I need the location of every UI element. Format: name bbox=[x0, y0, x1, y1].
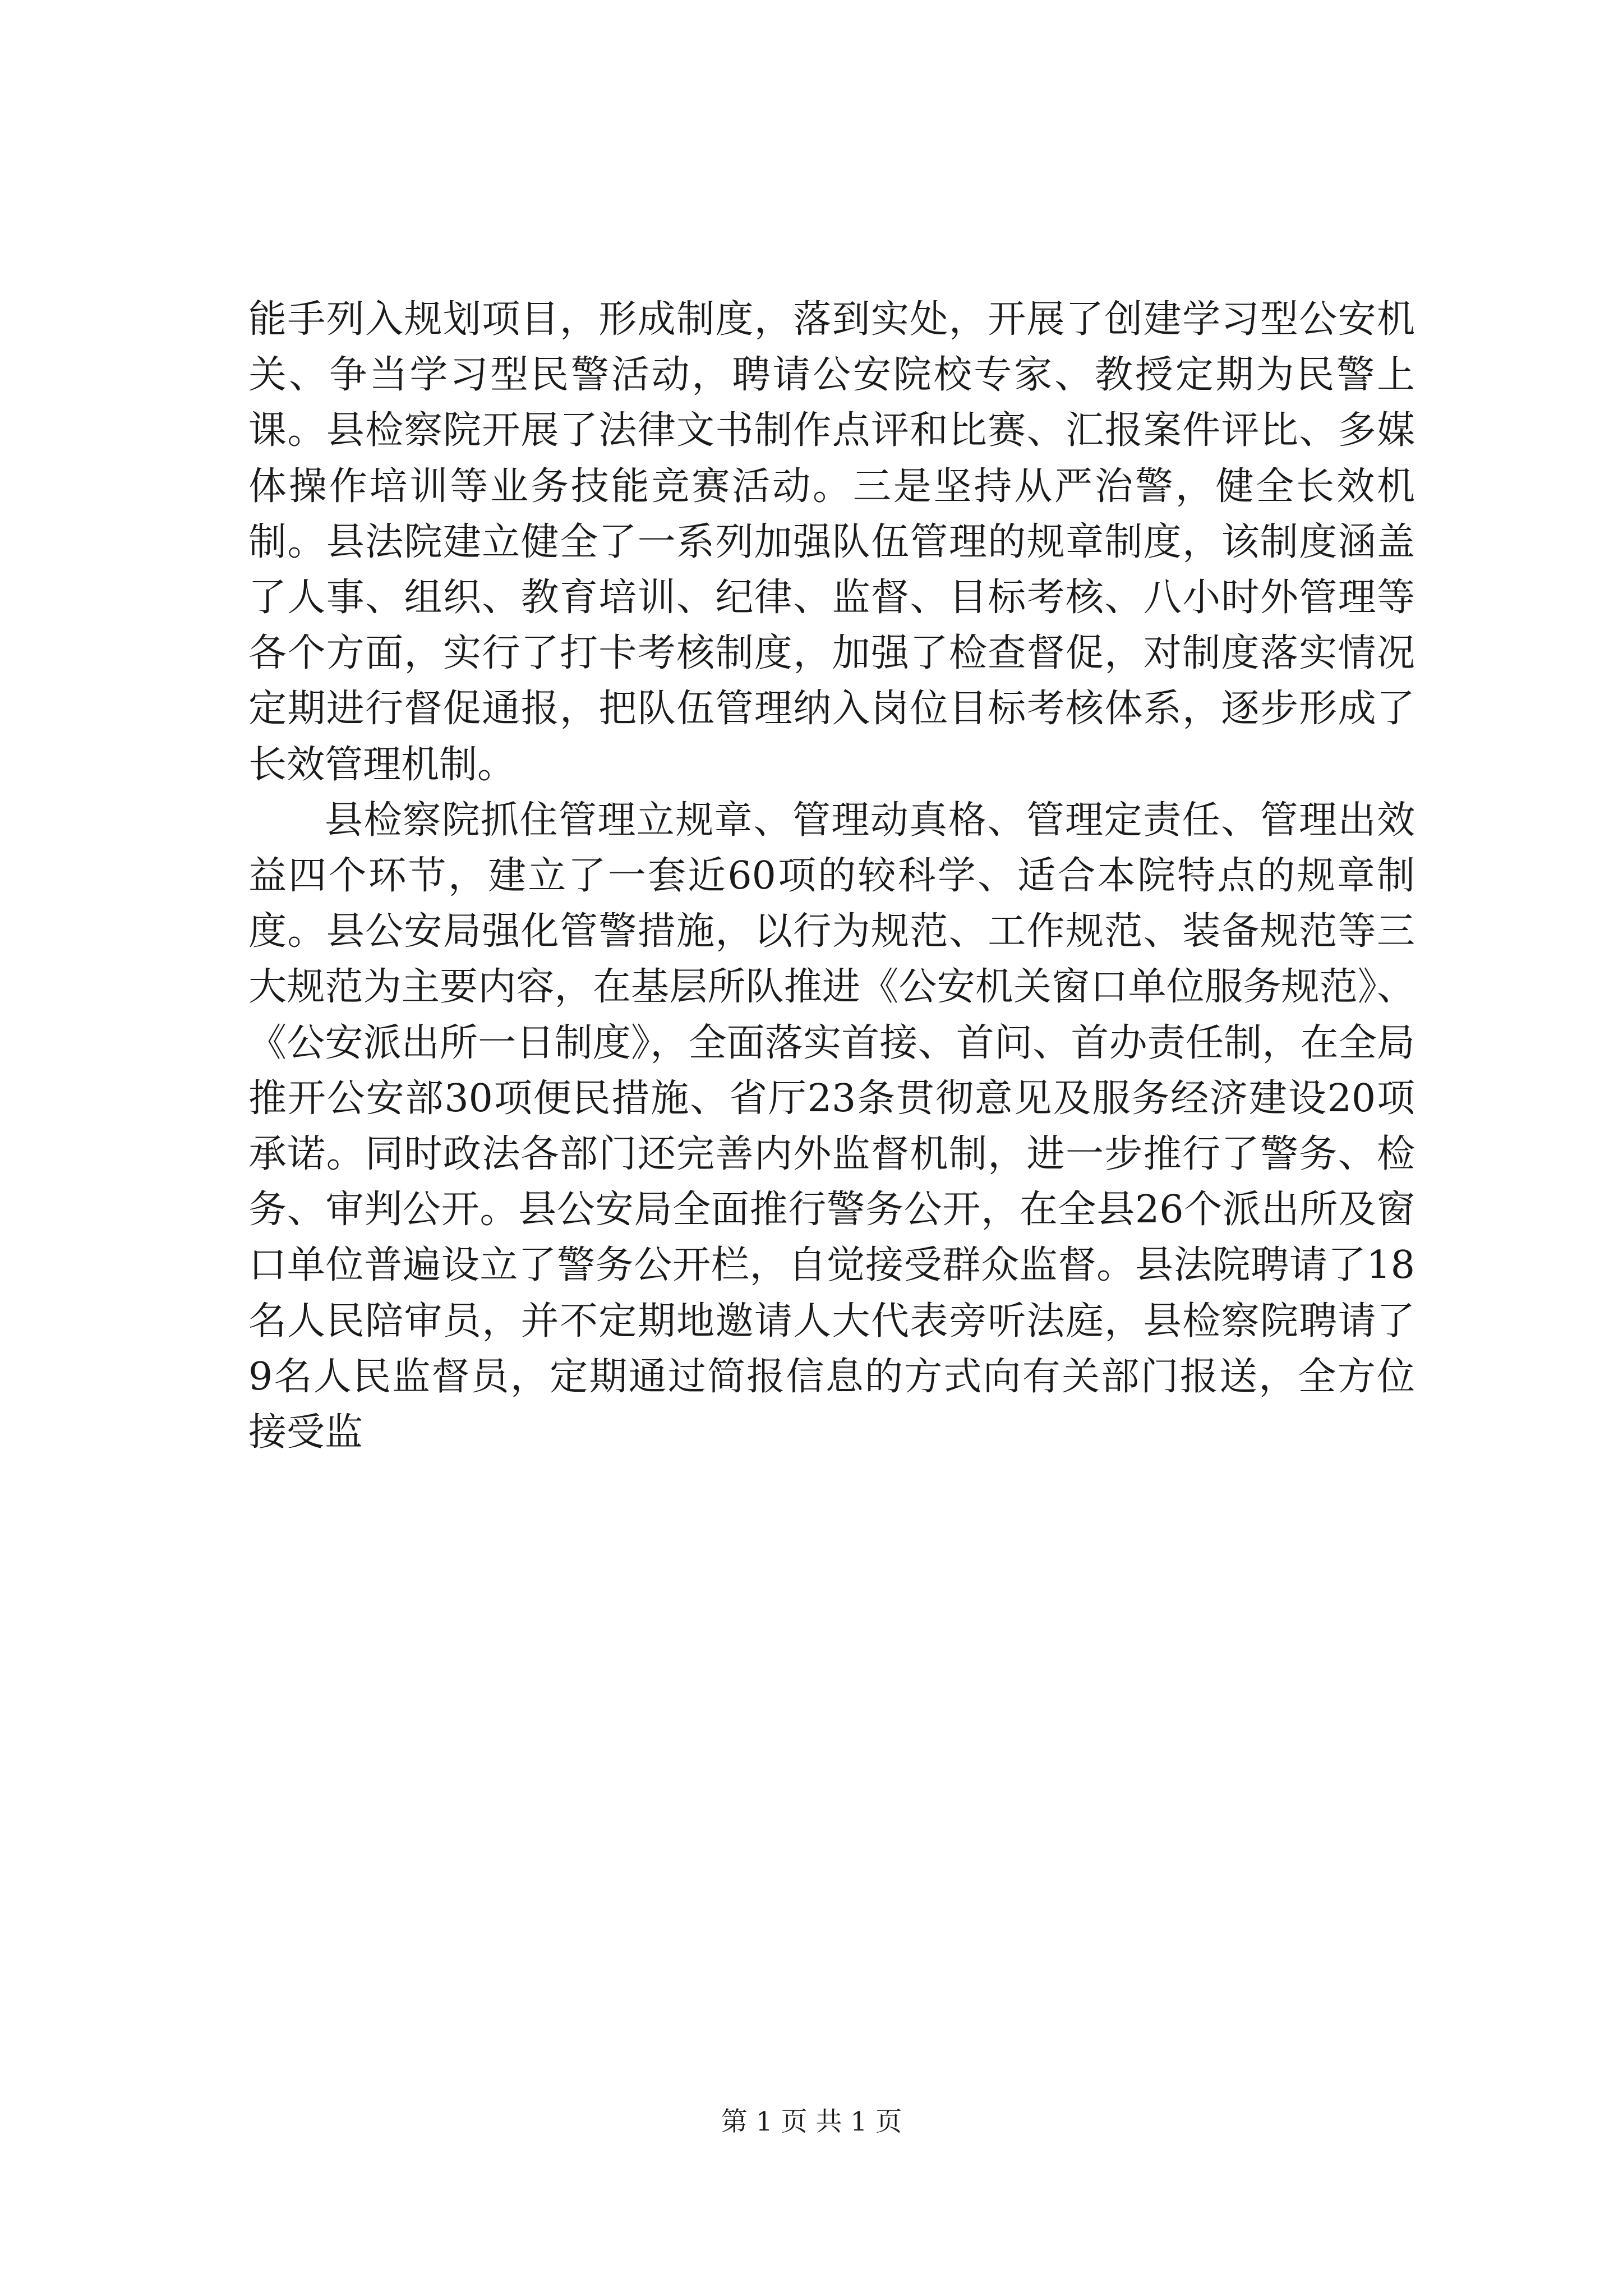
paragraph: 县检察院抓住管理立规章、管理动真格、管理定责任、管理出效益四个环节，建立了一套近60项的较科学、适合本院特点的规章制度。县公安局强化管警措施，以行为规范、工作规范、装备规范等三大规范为主要内容，在基层所队推进《公安机关窗口单位服务规范》、《公安派出所一日制度》，全面落实首接、首问、首办责任制，在全局推开公安部30项便民措施、省厅23条贯彻意见及服务经济建设20项承诺。同时政法各部门还完善内外监督机制，进一步推行了警务、检务、审判公开。县公安局全面推行警务公开，在全县26个派出所及窗口单位普遍设立了警务公开栏，自觉接受群众监督。县法院聘请了18名人民陪审员，并不定期地邀请人大代表旁听法庭，县检察院聘请了9名人民监督员，定期通过简报信息的方式向有关部门报送，全方位接受监 bbox=[248, 798, 1415, 1455]
paragraph-continued: 能手列入规划项目，形成制度，落到实处，开展了创建学习型公安机关、争当学习型民警活动，聘请公安院校专家、教授定期为民警上课。县检察院开展了法律文书制作点评和比赛、汇报案件评比、多媒体操作培训等业务技能竞赛活动。三是坚持从严治警，健全长效机制。县法院建立健全了一系列加强队伍管理的规章制度，该制度涵盖了人事、组织、教育培训、纪律、监督、目标考核、八小时外管理等各个方面，实行了打卡考核制度，加强了检查督促，对制度落实情况定期进行督促通报，把队伍管理纳入岗位目标考核体系，逐步形成了长效管理机制。 bbox=[248, 297, 1415, 787]
document-body bbox=[248, 292, 1415, 1460]
page-footer: 第 1 页 共 1 页 bbox=[721, 2106, 902, 2137]
